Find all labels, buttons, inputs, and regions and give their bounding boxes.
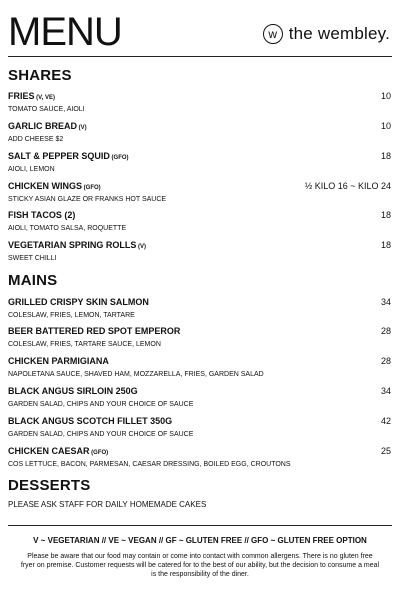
item-price: 18 [380,240,391,250]
section-title-shares: SHARES [8,67,72,84]
item-price: 34 [380,386,391,396]
item-tag: (GFO) [89,450,109,456]
item-description: GARDEN SALAD, CHIPS AND YOUR CHOICE OF SAUCE [8,431,194,438]
menu-item [8,446,391,469]
item-price: 18 [380,151,391,161]
item-name: FRIES [8,91,35,101]
desserts-note: PLEASE ASK STAFF FOR DAILY HOMEMADE CAKES [8,500,207,509]
item-description: COS LETTUCE, BACON, PARMESAN, CAESAR DRESSING, BOILED EGG, CROUTONS [8,461,291,468]
footer-divider [8,525,392,526]
item-tag: (V) [77,125,87,131]
item-price: ½ KILO 16 ~ KILO 24 [304,181,391,191]
page-title: MENU [8,10,122,54]
item-name: CHICKEN WINGS [8,181,82,191]
item-name: BLACK ANGUS SIRLOIN 250G [8,386,138,396]
brand-logo [263,24,390,44]
item-name: CHICKEN PARMIGIANA [8,356,109,366]
menu-item [8,91,391,114]
item-name: SALT & PEPPER SQUID [8,151,110,161]
item-name: BEER BATTERED RED SPOT EMPEROR [8,326,181,336]
item-description: COLESLAW, FRIES, LEMON, TARTARE [8,312,135,319]
menu-item [8,356,391,379]
item-description: TOMATO SAUCE, AIOLI [8,106,85,113]
menu-header [8,10,392,54]
allergen-disclaimer: Please be aware that our food may contain or come into contact with common allergens. There is no gluten free fryer on premise. Customer requests will be catered for to the best of our ability, but the decision to consume a meal is the responsibility of the diner. [20,553,380,578]
menu-item [8,386,391,409]
brand-circle-icon: w [263,24,283,44]
item-tag: (V) [136,244,147,250]
item-description: ADD CHEESE $2 [8,136,64,143]
item-name: GARLIC BREAD [8,121,77,131]
item-price: 42 [380,416,391,426]
menu-item [8,151,391,174]
item-description: STICKY ASIAN GLAZE OR FRANKS HOT SAUCE [8,196,167,203]
item-tag: (V, VE) [34,95,55,101]
item-price: 10 [380,91,391,101]
item-price: 34 [380,297,391,307]
dietary-legend: V ~ VEGETARIAN // VE ~ VEGAN // GF ~ GLUTEN FREE // GFO ~ GLUTEN FREE OPTION [33,536,367,545]
section-title-mains: MAINS [8,272,58,289]
section-title-desserts: DESSERTS [8,477,91,494]
item-name: CHICKEN CAESAR [8,446,90,456]
brand-name: the wembley. [288,24,390,43]
item-price: 28 [380,356,391,366]
menu-item [8,240,391,263]
item-description: COLESLAW, FRIES, TARTARE SAUCE, LEMON [8,341,161,348]
header-divider [8,56,392,57]
menu-item [8,297,391,320]
item-name: BLACK ANGUS SCOTCH FILLET 350G [8,416,173,426]
menu-item [8,181,391,204]
item-tag: (GFO) [109,155,129,161]
menu-item [8,121,391,144]
item-name: GRILLED CRISPY SKIN SALMON [8,297,149,307]
item-tag: (GFO) [82,185,101,191]
item-price: 10 [380,121,391,131]
item-price: 18 [380,210,391,220]
item-description: GARDEN SALAD, CHIPS AND YOUR CHOICE OF SAUCE [8,401,194,408]
menu-item [8,416,391,439]
menu-item [8,210,391,233]
menu-item [8,326,391,349]
item-name: FISH TACOS (2) [8,210,76,220]
item-description: AIOLI, LEMON [8,166,55,173]
item-name: VEGETARIAN SPRING ROLLS [8,240,137,250]
item-price: 28 [380,326,391,336]
item-description: AIOLI, TOMATO SALSA, ROQUETTE [8,225,127,232]
item-description: NAPOLETANA SAUCE, SHAVED HAM, MOZZARELLA, FRIES, GARDEN SALAD [8,371,264,378]
item-price: 25 [380,446,391,456]
item-description: SWEET CHILLI [8,255,57,262]
